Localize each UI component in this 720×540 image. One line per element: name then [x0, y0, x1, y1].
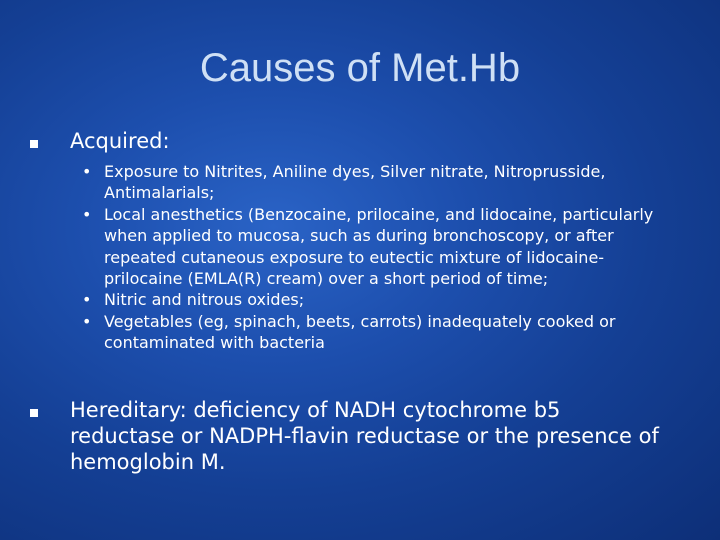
list-item [82, 289, 682, 310]
bullet-dot-icon: • [82, 162, 92, 181]
bullet-hereditary: Hereditary: deficiency of NADH cytochrome b5 reductase or NADPH-flavin reductase or the presence of hemoglobin M. [70, 398, 659, 474]
bullet-dot-icon: • [82, 311, 92, 331]
bullet-dot-icon: • [82, 204, 92, 224]
bullet-acquired: Acquired: [70, 129, 170, 153]
subitem-text: Nitric and nitrous oxides; [104, 290, 305, 310]
list-item [82, 161, 682, 204]
slide-title: Causes of Met.Hb [199, 46, 521, 90]
bullet-dot-icon: • [82, 290, 92, 310]
list-item [82, 204, 682, 290]
square-bullet-icon [30, 140, 38, 148]
list-item [82, 311, 682, 354]
subitem-text: Vegetables (eg, spinach, beets, carrots) inadequately cooked or contaminated with bacteria [104, 311, 616, 353]
acquired-sublist [82, 161, 682, 354]
subitem-text: Local anesthetics (Benzocaine, prilocaine, and lidocaine, particularly when applied to mucosa, such as during bronchoscopy, or after repeated cutaneous exposure to eutectic mixture of lidocaine-prilocaine (EMLA(R) cream) over a short period of time; [104, 204, 654, 289]
subitem-text: Exposure to Nitrites, Aniline dyes, Silver nitrate, Nitroprusside, Antimalarials; [104, 162, 606, 203]
square-bullet-icon [30, 409, 38, 417]
